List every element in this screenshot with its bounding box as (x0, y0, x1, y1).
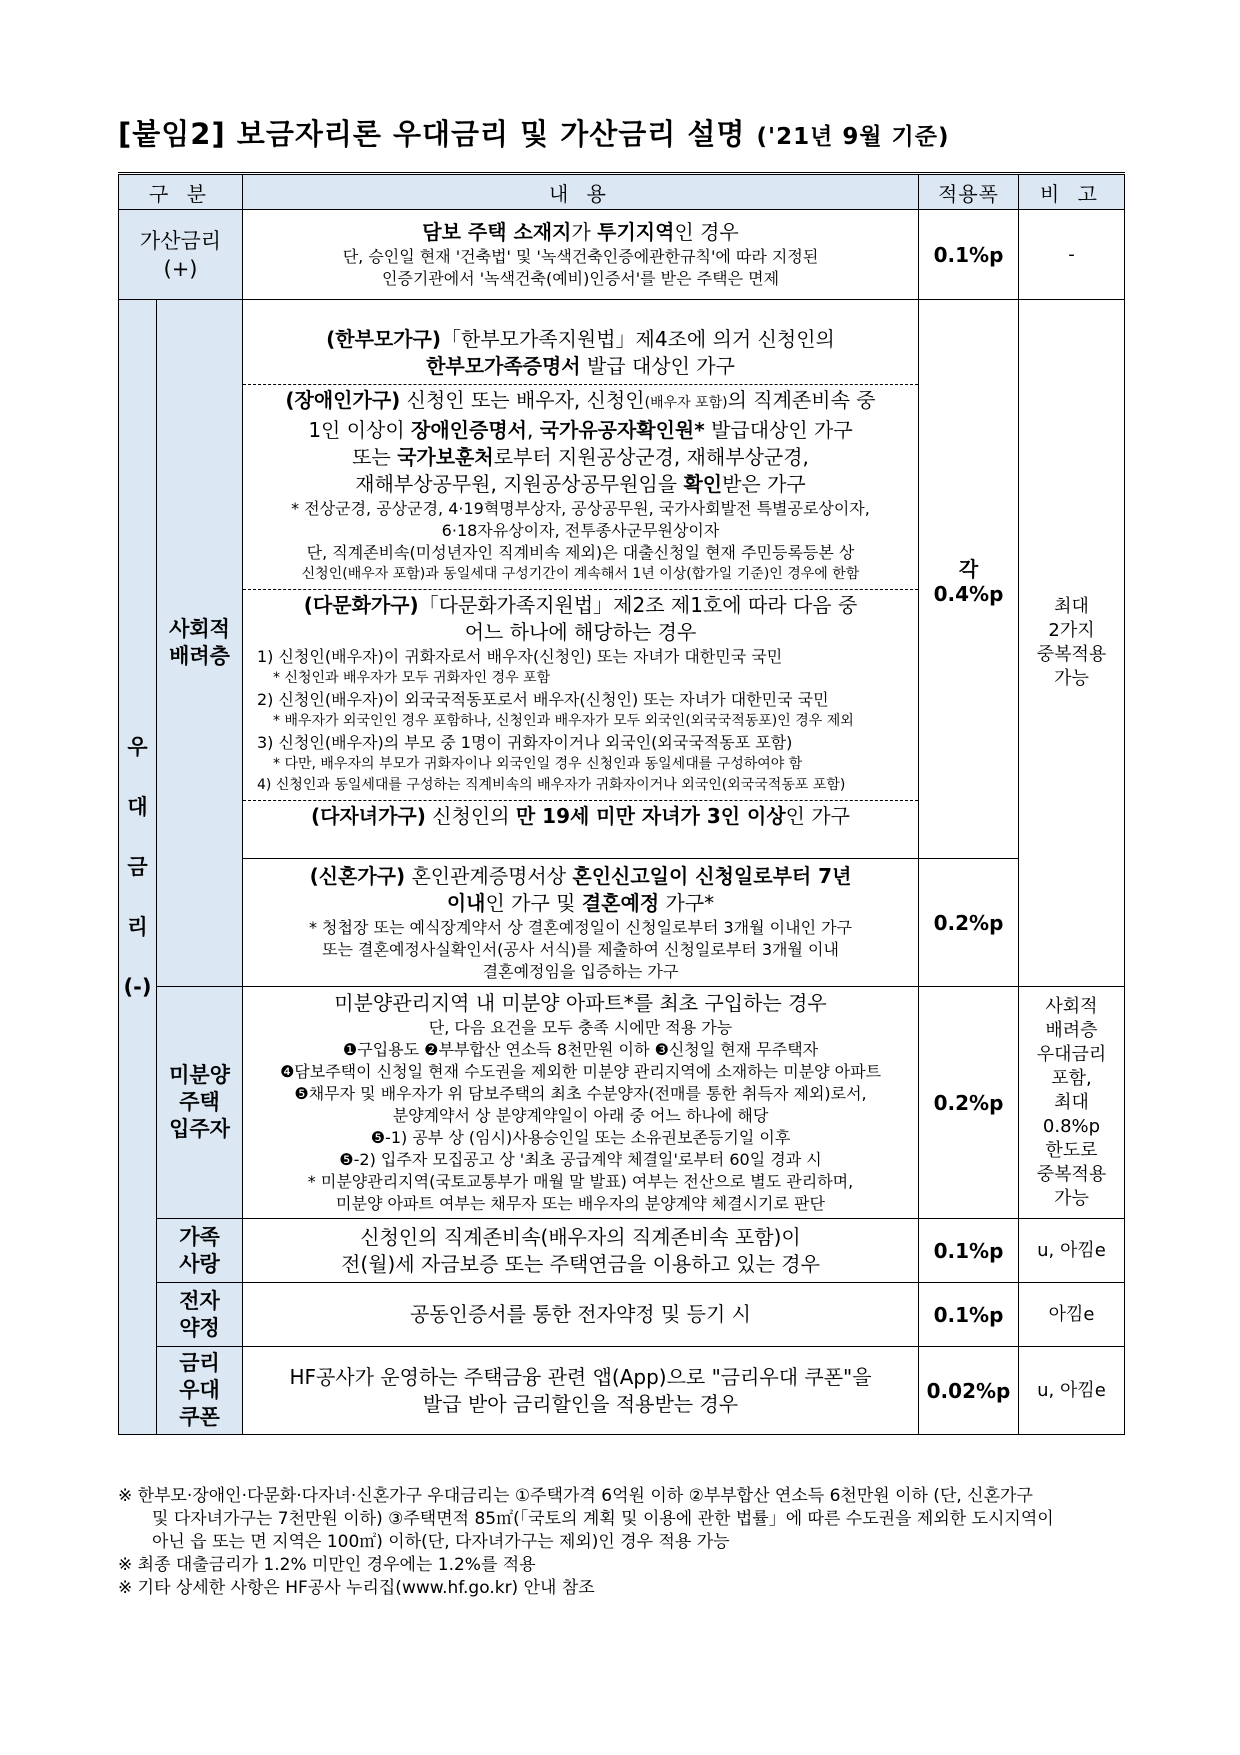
surcharge-category (119, 210, 243, 300)
econtract-row (119, 1283, 1125, 1347)
unsold-remark-5: 0.8%p (1042, 1115, 1101, 1137)
dis-note3: 단, 직계존비속(미성년자인 직계비속 제외)은 대출신청일 현재 주민등록등본 상 (306, 543, 855, 562)
newlywed-row (119, 859, 1125, 987)
newlywed-content (243, 859, 919, 987)
rate-table (118, 172, 1125, 1435)
surcharge-remark: - (1019, 210, 1125, 300)
unsold-remark-2: 우대금리 (1036, 1043, 1107, 1065)
dis-3c: 로부터 지원공상군경, 재해부상군경, (493, 445, 809, 469)
unsold-remark (1019, 987, 1125, 1219)
social-rate-2: 0.4%p (933, 581, 1004, 606)
footnote-3: ※ 기타 상세한 사항은 HF공사 누리집(www.hf.go.kr) 안내 참조 (118, 1578, 595, 1598)
family-category (157, 1219, 243, 1283)
nw-b1: (신혼가구) (309, 863, 406, 888)
surcharge-label: 가산금리 (139, 228, 222, 253)
footnotes (118, 1485, 1128, 1600)
family-line1: 신청인의 직계존비속(배우자의 직계존비속 포함)이 (360, 1224, 801, 1249)
unsold-remark-8: 가능 (1054, 1187, 1089, 1209)
surcharge-row (119, 210, 1125, 300)
unsold-cat-1: 주택 (179, 1090, 220, 1114)
vlabel-4: (-) (123, 975, 152, 999)
nw-note2: 또는 결혼예정사실확인서(공사 서식)를 제출하여 신청일로부터 3개월 이내 (322, 939, 839, 959)
unsold-remark-3: 포함, (1051, 1067, 1092, 1089)
dis-note1: * 전상군경, 공상군경, 4·19혁명부상자, 공상공무원, 국가사회발전 특별공로상이자, (291, 499, 870, 518)
header-remark: 비 고 (1019, 174, 1125, 210)
social-remark-2: 중복적용 (1036, 644, 1107, 665)
sp-r1: 「한부모가족지원법」제4조에 의거 신청인의 (441, 327, 835, 351)
footnote-2: ※ 최종 대출금리가 1.2% 미만인 경우에는 1.2%를 적용 (118, 1555, 536, 1575)
mc-item1-note: * 신청인과 배우자가 모두 귀화자인 경우 포함 (273, 670, 551, 686)
page-title (118, 112, 950, 153)
unsold-line3: ❶구입용도 ❷부부합산 연소득 8천만원 이하 ❸신청일 현재 무주택자 (342, 1040, 819, 1059)
econtract-content (243, 1283, 919, 1347)
unsold-line1: 미분양관리지역 내 미분양 아파트*를 최초 구입하는 경우 (334, 991, 827, 1015)
nw-b2: 이내 (446, 890, 486, 915)
title-main: [붙임2] 보금자리론 우대금리 및 가산금리 설명 (118, 117, 746, 151)
econtract-remark: 아낌e (1019, 1283, 1125, 1347)
unsold-line6: 분양계약서 상 분양계약일이 아래 중 어느 하나에 해당 (392, 1106, 769, 1125)
mc-b1: (다문화가구) (303, 593, 419, 617)
dis-4b: 확인 (683, 472, 723, 496)
dis-2a: 1인 이상이 (308, 418, 412, 442)
family-rate: 0.1%p (919, 1219, 1019, 1283)
unsold-content (243, 987, 919, 1219)
social-cat-1: 사회적 (169, 617, 230, 641)
dis-4a: 재해부상공무원, 지원공상공무원임을 (355, 472, 684, 496)
unsold-cat-0: 미분양 (169, 1063, 230, 1087)
dis-note4: 신청인(배우자 포함)과 동일세대 구성기간이 계속해서 1년 이상(합가일 기준)인 경우에 한함 (301, 566, 860, 582)
unsold-remark-0: 사회적 (1045, 995, 1098, 1017)
coupon-cat-1: 우대 (179, 1378, 220, 1402)
mc-item4: 4) 신청인과 동일세대를 구성하는 직계비속의 배우자가 귀화자이거나 외국인(외국국적동포 포함) (257, 777, 846, 793)
econtract-rate: 0.1%p (919, 1283, 1019, 1347)
disabled-block (243, 385, 918, 590)
social-content (243, 300, 919, 859)
header-content: 내 용 (243, 174, 919, 210)
unsold-cat-2: 입주자 (169, 1117, 230, 1141)
surcharge-t1c: 투기지역 (597, 220, 675, 244)
dis-2c: , (526, 418, 540, 442)
vlabel-1: 대 (127, 795, 148, 819)
surcharge-content (243, 210, 919, 300)
mc-r1: 「다문화가족지원법」제2조 제1호에 따라 다음 중 (418, 593, 858, 617)
sp-b2: 한부모가족증명서 (426, 354, 581, 378)
unsold-line10: 미분양 아파트 여부는 채무자 또는 배우자의 분양계약 체결시기로 판단 (336, 1194, 825, 1213)
mch-a: (다자녀가구) (311, 804, 426, 828)
mc-item2: 2) 신청인(배우자)이 외국국적동포로서 배우자(신청인) 또는 자녀가 대한민국 국민 (257, 690, 829, 709)
unsold-remark-4: 최대 (1054, 1091, 1089, 1113)
coupon-content (243, 1347, 919, 1435)
social-remark (1019, 300, 1125, 987)
family-row (119, 1219, 1125, 1283)
mc-item3: 3) 신청인(배우자)의 부모 중 1명이 귀화자이거나 외국인(외국국적동포 포함) (257, 733, 793, 752)
family-content (243, 1219, 919, 1283)
dis-small: (배우자 포함) (644, 395, 728, 411)
title-date: ('21년 9월 기준) (756, 124, 950, 150)
sp-r2: 발급 대상인 가구 (580, 354, 735, 378)
econtract-line1: 공동인증서를 통한 전자약정 및 등기 시 (410, 1302, 751, 1326)
mc-line2: 어느 하나에 해당하는 경우 (464, 620, 697, 644)
coupon-cat-0: 금리 (179, 1351, 220, 1375)
social-row (119, 300, 1125, 859)
nw-b2b: 결혼예정 (581, 890, 660, 915)
coupon-rate: 0.02%p (919, 1347, 1019, 1435)
mch-c: 만 19세 미만 자녀가 3인 이상 (515, 804, 786, 828)
coupon-category (157, 1347, 243, 1435)
unsold-remark-7: 중복적용 (1036, 1163, 1107, 1185)
coupon-line1: HF공사가 운영하는 주택금융 관련 앱(App)으로 "금리우대 쿠폰"을 (289, 1364, 872, 1389)
unsold-line5: ❺채무자 및 배우자가 위 담보주택의 최초 수분양자(전매를 통한 취득자 제외)로서, (294, 1084, 867, 1103)
dis-r1b: 의 직계존비속 중 (727, 388, 876, 412)
mch-b: 신청인의 (425, 804, 516, 828)
single-parent-block (243, 324, 918, 385)
header-rate: 적용폭 (919, 174, 1019, 210)
unsold-line8: ❺-2) 입주자 모집공고 상 '최초 공급계약 체결일'로부터 60일 경과 시 (339, 1150, 822, 1169)
mc-item1: 1) 신청인(배우자)이 귀화자로서 배우자(신청인) 또는 자녀가 대한민국 국민 (257, 647, 783, 666)
social-cat-2: 배려층 (169, 644, 230, 668)
header-category: 구 분 (119, 174, 243, 210)
footnote-1-line3: 아닌 읍 또는 면 지역은 100㎡) 이하(단, 다자녀가구는 제외)인 경우 적용 가능 (152, 1532, 730, 1552)
newlywed-rate: 0.2%p (919, 859, 1019, 987)
vlabel-0: 우 (127, 735, 148, 759)
nw-r2: 인 가구 및 (485, 890, 582, 915)
unsold-rate: 0.2%p (919, 987, 1019, 1219)
preferential-vertical-label (119, 300, 157, 1435)
unsold-row (119, 987, 1125, 1219)
surcharge-t1b: 가 (571, 220, 598, 244)
dis-2d: 국가유공자확인원* (539, 418, 705, 442)
sp-b1: (한부모가구) (326, 327, 441, 351)
dis-2b: 장애인증명서 (411, 418, 527, 442)
coupon-cat-2: 쿠폰 (179, 1405, 220, 1429)
surcharge-line3: 인증기관에서 '녹색건축(예비)인증서'를 받은 주택은 면제 (381, 269, 780, 288)
dis-3b: 국가보훈처 (397, 445, 494, 469)
mc-item3-note: * 다만, 배우자의 부모가 귀화자이나 외국인일 경우 신청인과 동일세대를 구성하여야 함 (273, 756, 803, 772)
vlabel-3: 리 (127, 915, 148, 939)
nw-note1: * 청첩장 또는 예식장계약서 상 결혼예정일이 신청일로부터 3개월 이내인 가구 (308, 917, 853, 937)
coupon-line2: 발급 받아 금리할인을 적용받는 경우 (422, 1391, 739, 1416)
surcharge-rate: 0.1%p (919, 210, 1019, 300)
social-remark-0: 최대 (1054, 596, 1089, 617)
nw-b1b: 혼인신고일이 신청일로부터 7년 (572, 863, 852, 888)
coupon-remark: u, 아낌e (1019, 1347, 1125, 1435)
unsold-line2: 단, 다음 요건을 모두 충족 시에만 적용 가능 (428, 1018, 733, 1037)
econtract-category (157, 1283, 243, 1347)
multichild-block (243, 801, 918, 834)
social-rate (919, 300, 1019, 859)
unsold-remark-1: 배려층 (1045, 1019, 1098, 1041)
dis-4c: 받은 가구 (722, 472, 806, 496)
table-header-row (119, 174, 1125, 210)
multicultural-block (243, 590, 918, 801)
nw-note3: 결혼예정임을 입증하는 가구 (482, 961, 679, 981)
surcharge-sign: (+) (163, 256, 198, 281)
nw-r1: 혼인관계증명서상 (405, 863, 573, 888)
econtract-cat-0: 전자 (179, 1288, 220, 1313)
family-cat-1: 사랑 (179, 1251, 220, 1276)
social-category (157, 300, 243, 987)
dis-b1: (장애인가구) (285, 388, 401, 412)
dis-2e: 발급대상인 가구 (704, 418, 853, 442)
unsold-remark-6: 한도로 (1045, 1139, 1098, 1161)
social-remark-3: 가능 (1054, 668, 1089, 689)
family-cat-0: 가족 (179, 1224, 220, 1249)
surcharge-t1d: 인 경우 (674, 220, 739, 244)
mc-item2-note: * 배우자가 외국인인 경우 포함하나, 신청인과 배우자가 모두 외국인(외국국적동포)인 경우 제외 (273, 713, 854, 729)
dis-note2: 6·18자유상이자, 전투종사군무원상이자 (441, 521, 720, 540)
family-line2: 전(월)세 자금보증 또는 주택연금을 이용하고 있는 경우 (341, 1251, 820, 1276)
nw-r2b: 가구* (659, 890, 715, 915)
mch-d: 인 가구 (785, 804, 850, 828)
footnote-1-line2: 및 다자녀가구는 7천만원 이하) ③주택면적 85㎡(「국토의 계획 및 이용에 관한 법률」에 따른 수도권을 제외한 도시지역이 (152, 1509, 1054, 1529)
social-rate-1: 각 (958, 556, 979, 581)
unsold-line4: ❹담보주택이 신청일 현재 수도권을 제외한 미분양 관리지역에 소재하는 미분양 아파트 (279, 1062, 882, 1081)
unsold-category (157, 987, 243, 1219)
vlabel-2: 금 (127, 855, 148, 879)
family-remark: u, 아낌e (1019, 1219, 1125, 1283)
social-remark-1: 2가지 (1048, 620, 1095, 641)
coupon-row (119, 1347, 1125, 1435)
surcharge-line2: 단, 승인일 현재 '건축법' 및 '녹색건축인증에관한규칙'에 따라 지정된 (342, 247, 819, 266)
unsold-line7: ❺-1) 공부 상 (임시)사용승인일 또는 소유권보존등기일 이후 (370, 1128, 791, 1147)
footnote-1-line1: ※ 한부모·장애인·다문화·다자녀·신혼가구 우대금리는 ①주택가격 6억원 이하 ②부부합산 연소득 6천만원 이하 (단, 신혼가구 (118, 1486, 1033, 1506)
econtract-cat-1: 약정 (179, 1315, 220, 1340)
surcharge-t1a: 담보 주택 소재지 (422, 220, 572, 244)
dis-r1a: 신청인 또는 배우자, 신청인 (400, 388, 645, 412)
dis-3a: 또는 (352, 445, 398, 469)
unsold-line9: * 미분양관리지역(국토교통부가 매월 말 발표) 여부는 전산으로 별도 관리하며, (307, 1172, 854, 1191)
